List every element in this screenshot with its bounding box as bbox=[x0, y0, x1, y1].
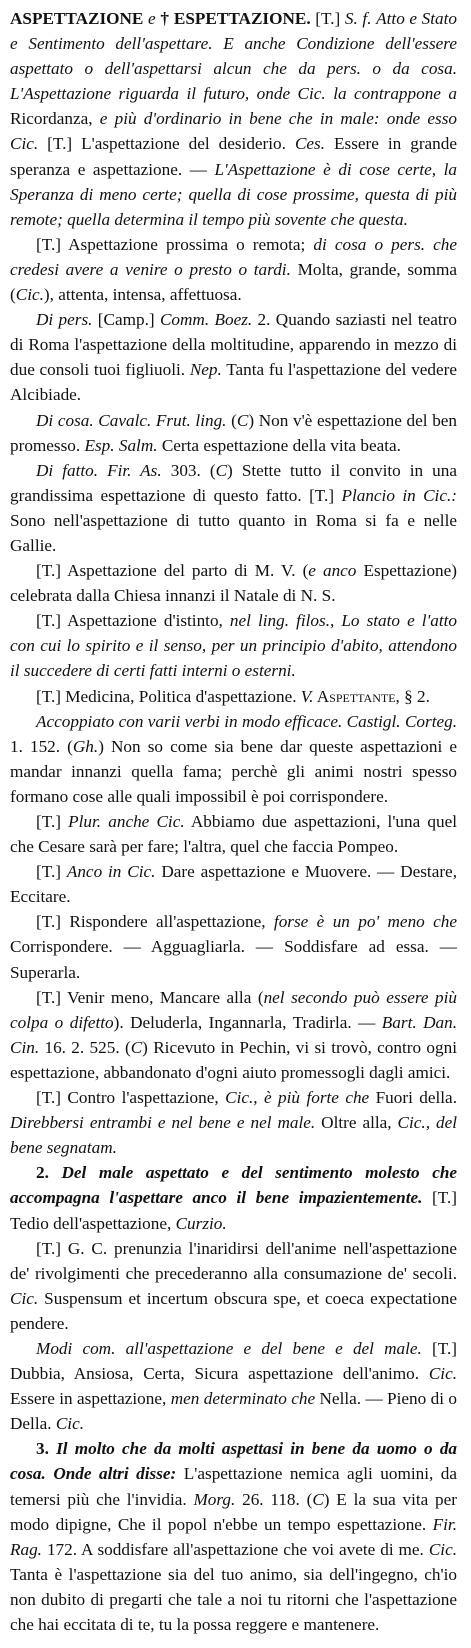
text-segment: ) E la sua vita per modo dipigne, Che il popol n'ebbe un tempo espettazione. bbox=[10, 1489, 457, 1534]
text-segment: [T.] Aspettazione prossima o remota; bbox=[36, 234, 314, 254]
text-segment: [T.] Medicina, Politica d'aspettazione. bbox=[36, 686, 301, 706]
text-segment: Corrispondere. — Agguagliarla. — Soddisfare ad essa. — Superarla. bbox=[10, 937, 457, 982]
entry-paragraph bbox=[10, 709, 457, 809]
text-segment: Il molto che da molti aspettasi in bene da uomo o da cosa. Onde altri disse: bbox=[10, 1439, 458, 1484]
entry-paragraph bbox=[10, 809, 457, 859]
text-segment: Di pers. bbox=[36, 310, 93, 330]
text-segment: di cosa o pers. che credesi avere a venire o presto o tardi. bbox=[10, 234, 458, 279]
text-segment: Cic. bbox=[10, 1288, 39, 1308]
text-segment: Essere in grande speranza e aspettazione. — bbox=[10, 134, 458, 179]
text-segment: 3. bbox=[36, 1439, 57, 1459]
text-segment: Aspettante bbox=[313, 686, 396, 706]
text-segment: e più d'ordinario in bene che in male: onde esso Cic. bbox=[10, 109, 458, 154]
text-segment: 16. 2. 525. ( bbox=[39, 1037, 131, 1057]
text-segment: [T.] Rispondere all'aspettazione, bbox=[36, 912, 274, 932]
text-segment: 26. 118. ( bbox=[235, 1489, 313, 1509]
text-segment: Di cosa. Cavalc. Frut. ling. bbox=[36, 410, 227, 430]
text-segment: Abbiamo due aspettazioni, l'una quel che Cesare sarà per fare; l'altra, quel che faccia Pompeo. bbox=[10, 812, 457, 857]
entry-conjunction: e bbox=[148, 9, 156, 28]
text-segment: 2. bbox=[36, 1163, 62, 1183]
text-segment: ) Ricevuto in Pechin, vi si trovò, contro ogni espettazione, abbandonato d'ogni aiuto promessogli dagli amici. bbox=[10, 1037, 457, 1082]
entry-paragraph bbox=[10, 232, 457, 307]
text-segment: Atto e Stato e Sentimento dell'aspettare. E anche Condizione dell'essere aspettato o dell'aspettarsi alcun che da pers. o da cosa. L'Aspettazione bbox=[10, 9, 458, 104]
text-segment: nel secondo può essere più colpa o difetto bbox=[10, 987, 457, 1032]
text-segment: C bbox=[215, 460, 228, 480]
text-segment: [T.] Dubbia, Ansiosa, Certa, Sicura aspettazione dell'animo. bbox=[10, 1338, 457, 1384]
text-segment: Cic., del bene segnatam. bbox=[10, 1113, 457, 1158]
text-segment: Modi com. all'aspettazione e del bene e del male. bbox=[36, 1338, 422, 1358]
text-segment: Espettazione) celebrata dalla Chiesa innanzi il Natale di N. S. bbox=[10, 561, 457, 606]
text-segment: ( bbox=[226, 410, 237, 430]
text-segment: ) Non so come sia bene dar queste aspettazioni e mandar innanzi quella fama; perchè gli animi nostri spesso formano cose alle quali impossibil è poi corrispondere. bbox=[10, 736, 457, 806]
text-segment: Gh. bbox=[72, 736, 99, 756]
text-segment: Oltre alla, bbox=[315, 1113, 398, 1133]
text-segment: [T.] bbox=[36, 862, 67, 882]
text-segment: Cic. bbox=[428, 1539, 457, 1559]
text-segment: [T.] Tedio dell'aspettazione, bbox=[10, 1188, 458, 1233]
entry-mark: [T.] bbox=[315, 9, 341, 28]
text-segment: Molta, grande, somma ( bbox=[10, 259, 458, 305]
entry-headword: ASPETTAZIONE bbox=[10, 9, 144, 28]
text-segment: Morg. bbox=[193, 1489, 236, 1509]
text-segment: Tanta fu l'aspettazione del vedere Alcibiade. bbox=[10, 360, 457, 405]
text-segment: Dare aspettazione e Muovere. — Destare, Eccitare. bbox=[10, 862, 457, 907]
entry-paragraph bbox=[10, 1160, 457, 1235]
entry-grammar: S. f. bbox=[344, 9, 372, 28]
text-segment: Esp. Salm. bbox=[84, 435, 158, 455]
text-segment: 1. 152. ( bbox=[10, 736, 73, 756]
text-segment: Di fatto. Fir. As. bbox=[36, 460, 162, 480]
entry-paragraph bbox=[10, 1085, 457, 1160]
text-segment: riguarda il futuro, onde Cic. la contrappone a bbox=[118, 84, 457, 104]
text-segment: ). Deluderla, Ingannarla, Tradirla. — bbox=[113, 1012, 382, 1032]
text-segment: Plancio in Cic.: bbox=[341, 485, 457, 505]
text-segment: [Camp.] bbox=[92, 310, 160, 330]
text-segment: Del male aspettato e del sentimento molesto che accompagna l'aspettare anco il bene impazientemente. bbox=[10, 1163, 458, 1208]
entry-paragraph bbox=[10, 307, 457, 407]
text-segment: [T.] Aspettazione d'istinto, bbox=[36, 611, 230, 631]
text-segment: Plur. anche Cic. bbox=[68, 812, 185, 831]
entry-alt-headword: † ESPETTAZIONE. bbox=[160, 9, 311, 28]
text-segment: Sono nell'aspettazione di tutto quanto in Roma si fa e nelle Gallie. bbox=[10, 510, 457, 555]
text-segment: Nella. — Pieno di o Della. bbox=[10, 1389, 458, 1434]
text-segment: ) Stette tutto il convito in una grandissima espettazione di questo fatto. [T.] bbox=[10, 460, 457, 505]
text-segment: [T.] Aspettazione del parto di M. V. ( bbox=[36, 561, 309, 581]
text-segment: 172. A soddisfare all'aspettazione che voi avete di me. bbox=[41, 1539, 429, 1559]
text-segment: Comm. Boez. bbox=[159, 310, 253, 330]
text-segment: men determinato che bbox=[170, 1389, 316, 1409]
text-segment: Ces. bbox=[294, 134, 326, 154]
text-segment: Bart. Dan. Cin. bbox=[10, 1012, 458, 1057]
text-segment: [T.] G. C. prenunzia l'inaridirsi dell'anime nell'aspettazione de' rivolgimenti che precederanno alla consumazione de' secoli. bbox=[10, 1238, 457, 1283]
text-segment: e anco bbox=[308, 561, 357, 581]
entry-paragraph bbox=[10, 985, 457, 1085]
text-segment: forse è un po' meno che bbox=[273, 912, 457, 932]
text-segment: Anco in Cic. bbox=[66, 862, 156, 882]
text-segment: L'aspettazione nemica agli uomini, da temersi più che l'invidia. bbox=[10, 1464, 458, 1509]
text-segment: [T.] L'aspettazione del desiderio. bbox=[38, 134, 295, 154]
entry-paragraph bbox=[10, 558, 457, 608]
text-segment: V. bbox=[300, 686, 314, 706]
entry-paragraph bbox=[10, 458, 457, 558]
entry-paragraph bbox=[10, 1436, 457, 1637]
text-segment: Fuori della. bbox=[369, 1088, 457, 1108]
text-segment: Certa espettazione della vita beata. bbox=[157, 435, 401, 455]
text-segment: Essere in aspettazione, bbox=[10, 1389, 171, 1409]
text-segment: C bbox=[130, 1037, 143, 1057]
text-segment: Cic., è più forte che bbox=[225, 1088, 370, 1108]
entry-body bbox=[10, 232, 457, 1637]
text-segment: 303. ( bbox=[161, 460, 216, 480]
entry-paragraph bbox=[10, 608, 457, 683]
text-segment: Nep. bbox=[189, 360, 222, 380]
text-segment: Fir. Rag. bbox=[10, 1514, 457, 1559]
text-segment: Accoppiato con varii verbi in modo efficace. Castigl. Corteg. bbox=[36, 711, 457, 731]
entry-paragraph bbox=[10, 1336, 457, 1436]
text-segment: [T.] Venir meno, Mancare alla ( bbox=[36, 987, 264, 1007]
entry-paragraph bbox=[10, 909, 457, 984]
text-segment: , § 2. bbox=[395, 686, 430, 706]
entry-paragraph bbox=[10, 1236, 457, 1336]
text-segment: L'Aspettazione è di cose certe, la Speranza di meno certe; quella di cose prossime, questa di più remote; quella determina il tempo più sovente che questa. bbox=[10, 159, 457, 229]
entry-first-definition bbox=[10, 9, 457, 229]
text-segment: nel ling. filos., Lo stato e l'atto con cui lo spirito e il senso, per un principio d'abito, attendono il succedere di certi fatti interni o esterni. bbox=[10, 611, 457, 681]
text-segment: [T.] Contro l'aspettazione, bbox=[36, 1088, 226, 1108]
text-segment: C bbox=[236, 410, 249, 430]
entry-paragraph bbox=[10, 408, 457, 458]
text-segment: Cic. bbox=[15, 285, 44, 305]
text-segment: [T.] bbox=[36, 812, 69, 831]
entry-paragraph bbox=[10, 859, 457, 909]
text-segment: ), attenta, intensa, affettuosa. bbox=[43, 285, 242, 305]
text-segment: Curzio. bbox=[175, 1213, 227, 1233]
text-segment: 2. Quando saziasti nel teatro di Roma l'aspettazione della moltitudine, apparendo in mezzo di due consoli tuoi figliuoli. bbox=[10, 310, 457, 380]
text-segment: Direbbersi entrambi e nel bene e nel male. bbox=[10, 1113, 316, 1133]
text-segment: Cic. bbox=[55, 1414, 84, 1434]
entry-paragraph bbox=[10, 684, 457, 709]
text-segment: Suspensum et incertum obscura spe, et coeca expectatione pendere. bbox=[10, 1288, 457, 1333]
text-segment: ) Non v'è espettazione del ben promesso. bbox=[10, 410, 458, 455]
entry-intro bbox=[10, 6, 457, 232]
text-segment: Ricordanza, bbox=[10, 109, 100, 129]
text-segment: Tanta è l'aspettazione sia del tuo animo, sia dell'ingegno, ch'io non dubito di pregarti che tale a noi tu ritorni che l'aspettazione che hai eccitata di te, tu la possa reggere e mantenere. bbox=[10, 1564, 457, 1634]
text-segment: Cic. bbox=[428, 1364, 457, 1384]
text-segment: C bbox=[312, 1489, 324, 1509]
